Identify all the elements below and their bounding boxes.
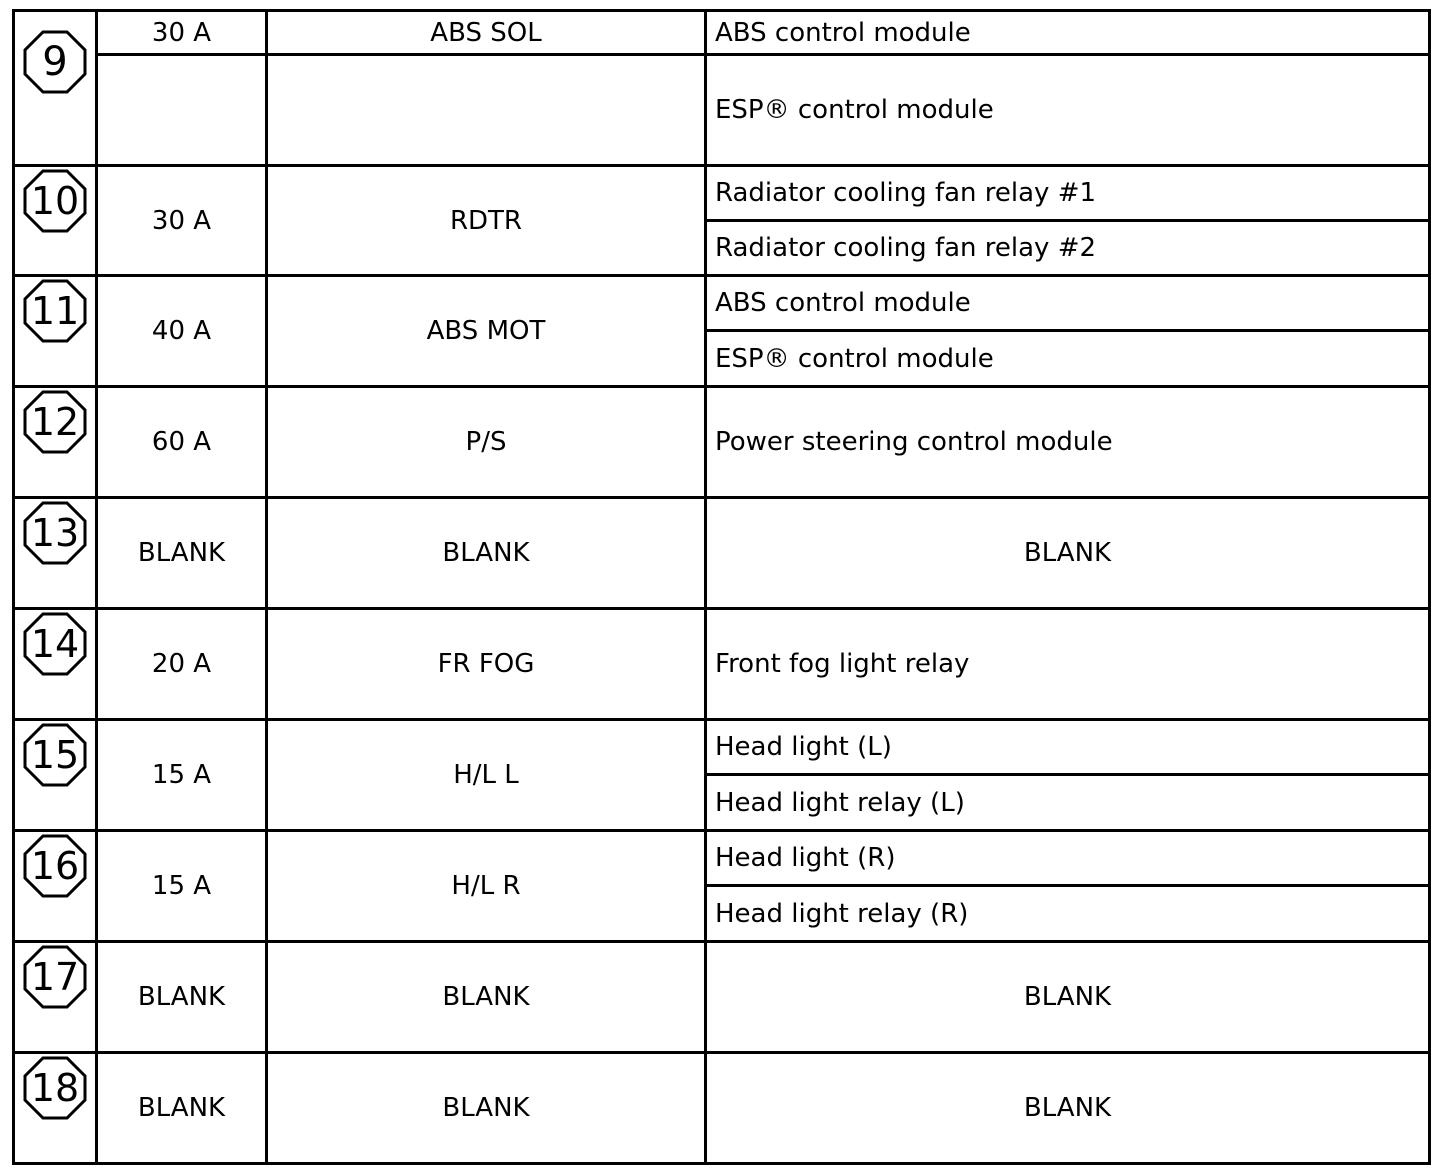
fuse-circuit: ABS control module: [706, 276, 1430, 331]
fuse-row-14: [14, 609, 1430, 720]
fuse-number: 17: [30, 955, 80, 999]
fuse-circuit: BLANK: [706, 942, 1430, 1053]
fuse-row-10: [14, 166, 1430, 221]
fuse-number-cell: [14, 498, 97, 609]
fuse-number: 14: [30, 622, 80, 666]
octagon-badge-icon: [23, 1056, 87, 1120]
octagon-badge-icon: [23, 945, 87, 1009]
fuse-amperage: 30 A: [97, 11, 267, 55]
fuse-circuit: Head light relay (L): [706, 775, 1430, 831]
octagon-badge-icon: [23, 612, 87, 676]
fuse-number-badge: [23, 945, 87, 1009]
fuse-number: 9: [42, 39, 68, 85]
fuse-number-badge: [23, 501, 87, 565]
fuse-number-cell: [14, 166, 97, 276]
fuse-number-cell: [14, 387, 97, 498]
fuse-number-badge: [23, 834, 87, 898]
fuse-number-badge: [23, 279, 87, 343]
fuse-row-15: [14, 720, 1430, 775]
fuse-amperage: BLANK: [97, 498, 267, 609]
fuse-number: 11: [30, 289, 80, 333]
fuse-circuit: Head light relay (R): [706, 886, 1430, 942]
fuse-circuit: Power steering control module: [706, 387, 1430, 498]
fuse-amperage: BLANK: [97, 1053, 267, 1164]
fuse-circuit: Head light (R): [706, 831, 1430, 886]
fuse-amperage: 60 A: [97, 387, 267, 498]
fuse-number: 13: [30, 511, 80, 555]
fuse-circuit: ESP® control module: [706, 331, 1430, 387]
fuse-row-17: [14, 942, 1430, 1053]
fuse-name: BLANK: [267, 1053, 706, 1164]
octagon-badge-icon: [23, 169, 87, 233]
fuse-number-badge: [23, 1056, 87, 1120]
fuse-name: FR FOG: [267, 609, 706, 720]
fuse-row-12: [14, 387, 1430, 498]
fuse-name: BLANK: [267, 942, 706, 1053]
fuse-circuit: BLANK: [706, 498, 1430, 609]
fuse-amperage: 20 A: [97, 609, 267, 720]
fuse-row-13: [14, 498, 1430, 609]
fuse-circuit: Radiator cooling fan relay #1: [706, 166, 1430, 221]
fuse-amperage: 40 A: [97, 276, 267, 387]
fuse-row-11: [14, 276, 1430, 331]
fuse-name: RDTR: [267, 166, 706, 276]
fuse-amperage: 15 A: [97, 831, 267, 942]
fuse-amperage: 30 A: [97, 166, 267, 276]
octagon-badge-icon: [23, 501, 87, 565]
fuse-circuit: BLANK: [706, 1053, 1430, 1164]
fuse-amperage: 15 A: [97, 720, 267, 831]
fuse-number-badge: [23, 723, 87, 787]
fuse-row-9: [14, 11, 1430, 55]
fuse-circuit: ABS control module: [706, 11, 1430, 55]
fuse-circuit: Front fog light relay: [706, 609, 1430, 720]
fuse-number-badge: [23, 30, 87, 94]
fuse-number-cell: [14, 609, 97, 720]
fuse-circuit: Radiator cooling fan relay #2: [706, 221, 1430, 276]
fuse-name: BLANK: [267, 498, 706, 609]
fuse-number: 18: [30, 1066, 80, 1110]
fuse-number: 15: [30, 733, 80, 777]
octagon-badge-icon: [23, 30, 87, 94]
fuse-number-cell: [14, 11, 97, 166]
octagon-badge-icon: [23, 390, 87, 454]
fuse-row-16: [14, 831, 1430, 886]
fuse-number-badge: [23, 612, 87, 676]
fuse-circuit: Head light (L): [706, 720, 1430, 775]
fuse-number-cell: [14, 942, 97, 1053]
fuse-row-9-sub: [14, 55, 1430, 166]
fuse-amperage: [97, 55, 267, 166]
fuse-name: ABS SOL: [267, 11, 706, 55]
fuse-number-badge: [23, 169, 87, 233]
fuse-amperage: BLANK: [97, 942, 267, 1053]
fuse-number: 12: [30, 400, 80, 444]
fuse-number-cell: [14, 276, 97, 387]
octagon-badge-icon: [23, 723, 87, 787]
fuse-name: P/S: [267, 387, 706, 498]
fuse-name: [267, 55, 706, 166]
fuse-number-cell: [14, 1053, 97, 1164]
fuse-number: 10: [30, 179, 80, 223]
octagon-badge-icon: [23, 834, 87, 898]
fuse-number-badge: [23, 390, 87, 454]
fuse-number: 16: [30, 844, 80, 888]
fuse-row-18: [14, 1053, 1430, 1164]
fuse-name: H/L L: [267, 720, 706, 831]
fuse-number-cell: [14, 831, 97, 942]
fuse-name: H/L R: [267, 831, 706, 942]
fuse-circuit: ESP® control module: [706, 55, 1430, 166]
fuse-number-cell: [14, 720, 97, 831]
fuse-name: ABS MOT: [267, 276, 706, 387]
fuse-table: [12, 9, 1431, 1165]
octagon-badge-icon: [23, 279, 87, 343]
